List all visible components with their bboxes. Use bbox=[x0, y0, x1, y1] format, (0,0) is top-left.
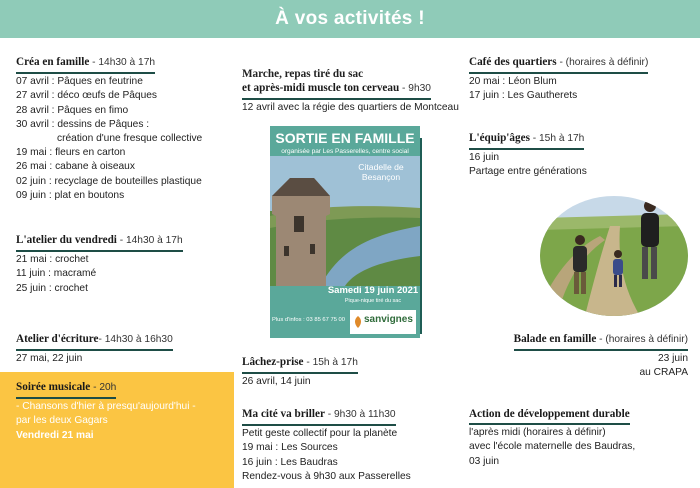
list-item: 30 avril : dessins de Pâques : bbox=[16, 118, 150, 130]
list-item: 26 avril, 14 juin bbox=[242, 376, 311, 388]
poster-date: Samedi 19 juin 2021 bbox=[327, 285, 419, 296]
atelier-vendredi-heading bbox=[16, 233, 183, 252]
crea-section bbox=[16, 55, 236, 203]
cafe-heading bbox=[469, 55, 648, 74]
list-item: 17 juin : Les Gautherets bbox=[469, 90, 578, 102]
lachez-time: - 15h à 17h bbox=[303, 357, 358, 368]
atelier-ecriture-title: Atelier d'écriture bbox=[16, 333, 99, 345]
list-item: 02 juin : recyclage de bouteilles plastique bbox=[16, 175, 202, 187]
lachez-section bbox=[242, 355, 462, 389]
macite-section bbox=[242, 407, 467, 484]
list-item: 21 mai : crochet bbox=[16, 254, 89, 266]
marche-section bbox=[242, 67, 462, 116]
marche-heading bbox=[242, 81, 431, 100]
list-item: 12 avril avec la régie des quartiers de Montceau bbox=[242, 102, 459, 114]
soiree-date: Vendredi 21 mai bbox=[16, 429, 94, 441]
poster-subtitle: organisée par Les Passerelles, centre social bbox=[281, 148, 409, 155]
list-item: 07 avril : Pâques en feutrine bbox=[16, 76, 143, 88]
atelier-vendredi-title: L'atelier du vendredi bbox=[16, 234, 117, 246]
action-section bbox=[469, 407, 694, 469]
list-item: l'après midi (horaires à définir) bbox=[469, 427, 606, 439]
list-item: 20 mai : Léon Blum bbox=[469, 76, 557, 88]
soiree-line2: par les deux Gagars bbox=[16, 415, 108, 427]
atelier-ecriture-heading bbox=[16, 332, 173, 351]
macite-heading bbox=[242, 407, 396, 426]
soiree-time: - 20h bbox=[90, 382, 117, 393]
page-title: À vos activités ! bbox=[275, 8, 425, 29]
atelier-ecriture-section bbox=[16, 332, 236, 366]
list-item: création d'une fresque collective bbox=[57, 133, 203, 145]
list-item: 26 mai : cabane à oiseaux bbox=[16, 161, 135, 173]
list-item: 03 juin bbox=[469, 455, 500, 467]
list-item: Rendez-vous à 9h30 aux Passerelles bbox=[242, 470, 411, 482]
marche-title-line2: et après-midi muscle ton cerveau bbox=[242, 82, 400, 95]
balade-title: Balade en famille bbox=[513, 333, 597, 345]
list-item: 16 juin bbox=[469, 152, 500, 164]
equipages-heading bbox=[469, 131, 584, 150]
atelier-vendredi-time: - 14h30 à 17h bbox=[116, 235, 183, 246]
soiree-heading bbox=[16, 380, 116, 399]
action-heading bbox=[469, 407, 630, 425]
list-item: Partage entre générations bbox=[469, 166, 587, 178]
crea-title: Créa en famille bbox=[16, 56, 90, 68]
list-item: 28 avril : Pâques en fimo bbox=[16, 104, 129, 116]
soiree-section bbox=[16, 380, 230, 443]
logo-mark-icon bbox=[353, 316, 363, 328]
atelier-vendredi-section bbox=[16, 233, 236, 296]
poster-city: Citadelle de Besançon bbox=[358, 162, 404, 182]
list-item: au CRAPA bbox=[639, 367, 688, 379]
marche-time: - 9h30 bbox=[399, 83, 431, 95]
family-walk-photo bbox=[540, 196, 688, 316]
action-title: Action de développement durable bbox=[469, 408, 630, 420]
balade-section bbox=[470, 332, 688, 381]
list-item: 27 avril : déco œufs de Pâques bbox=[16, 90, 158, 102]
poster-info: Plus d'infos : 03 85 67 75 00 bbox=[272, 317, 345, 323]
logo-text: sanvignes bbox=[364, 314, 413, 325]
atelier-ecriture-time: - 14h30 à 16h30 bbox=[98, 334, 173, 345]
balade-time: - (horaires à définir) bbox=[596, 334, 688, 345]
list-item: 25 juin : crochet bbox=[16, 282, 88, 294]
macite-title: Ma cité va briller bbox=[242, 408, 325, 420]
cafe-title: Café des quartiers bbox=[469, 56, 557, 68]
list-item: 27 mai, 22 juin bbox=[16, 353, 83, 365]
list-item: 19 mai : Les Sources bbox=[242, 442, 338, 454]
crea-time: - 14h30 à 17h bbox=[89, 57, 156, 68]
poster-title: SORTIE EN FAMILLE bbox=[275, 130, 415, 146]
macite-time: - 9h30 à 11h30 bbox=[324, 409, 396, 420]
cafe-section bbox=[469, 55, 694, 104]
walk-illustration bbox=[540, 196, 688, 316]
marche-title-line1: Marche, repas tiré du sac bbox=[242, 68, 364, 80]
list-item: 11 juin : macramé bbox=[16, 268, 97, 280]
soiree-title: Soirée musicale bbox=[16, 381, 91, 393]
balade-heading bbox=[514, 332, 688, 351]
sanvignes-logo bbox=[350, 310, 416, 334]
cafe-time: - (horaires à définir) bbox=[556, 57, 649, 68]
equipages-title: L'équip'âges bbox=[469, 132, 530, 144]
equipages-time: - 15h à 17h bbox=[529, 133, 585, 144]
sortie-poster bbox=[270, 126, 420, 338]
list-item: 23 juin bbox=[657, 353, 688, 365]
list-item: 16 juin : Les Baudras bbox=[242, 456, 338, 468]
lachez-title: Lâchez-prise bbox=[242, 356, 304, 368]
list-item: 19 mai : fleurs en carton bbox=[16, 147, 126, 159]
list-item: avec l'école maternelle des Baudras, bbox=[469, 441, 636, 453]
equipages-section bbox=[469, 131, 694, 180]
list-item: 09 juin : plat en boutons bbox=[16, 189, 125, 201]
lachez-heading bbox=[242, 355, 358, 374]
soiree-line1: - Chansons d'hier à presqu'aujourd'hui - bbox=[16, 401, 196, 413]
poster-picnic: Pique-nique tiré du sac bbox=[344, 298, 402, 304]
list-item: Petit geste collectif pour la planète bbox=[242, 428, 398, 440]
crea-heading bbox=[16, 55, 155, 74]
